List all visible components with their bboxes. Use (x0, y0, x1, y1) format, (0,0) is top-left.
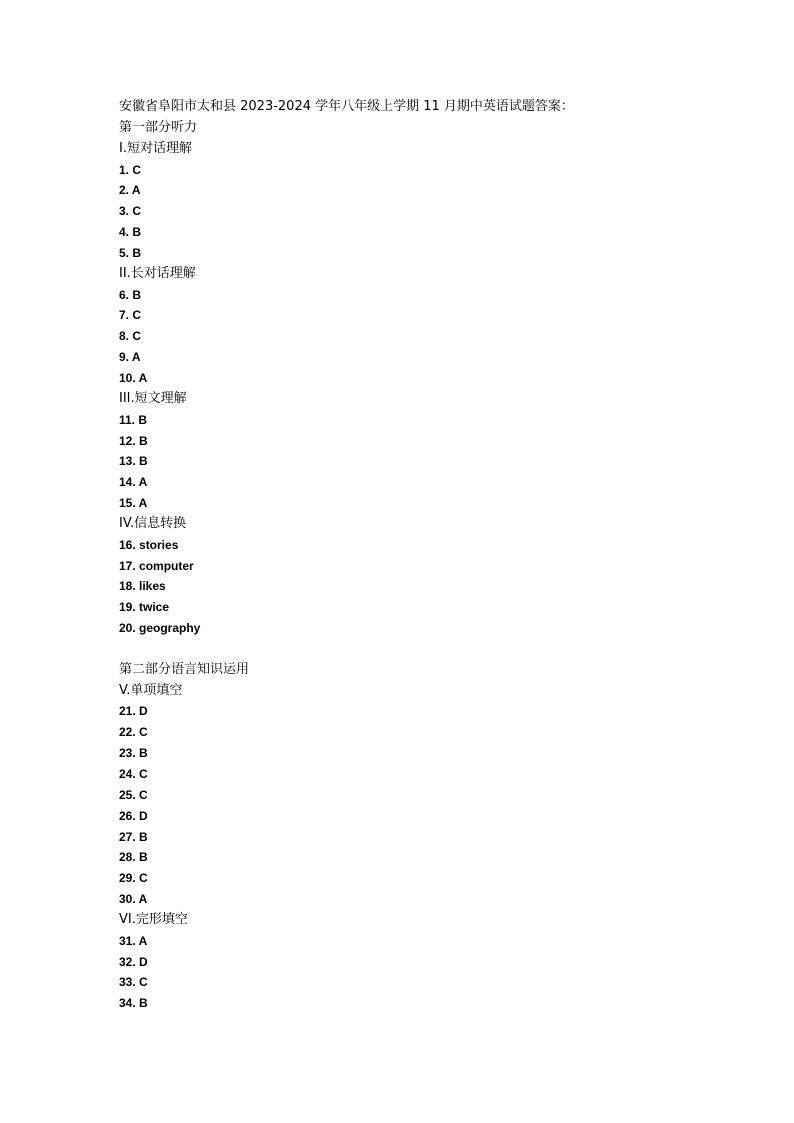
answer-item: 6. B (119, 287, 142, 302)
answer-item: 32. D (119, 954, 148, 969)
answer-item: 22. C (119, 725, 148, 740)
answer-item: 17. computer (119, 558, 194, 573)
answer-item: 21. D (119, 704, 148, 719)
section-heading-long-dialogue: II.长对话理解 (119, 265, 196, 281)
answer-item: 5. B (119, 245, 142, 260)
answer-item: 13. B (119, 454, 148, 469)
answer-item: 25. C (119, 787, 148, 802)
answer-item: 27. B (119, 829, 148, 844)
answer-item: 15. A (119, 496, 148, 511)
blank-line (119, 639, 719, 660)
section-heading-info-transfer: IV.信息转换 (119, 515, 187, 531)
document-title: 安徽省阜阳市太和县 2023-2024 学年八年级上学期 11 月期中英语试题答案： (119, 99, 574, 114)
answer-item: 2. A (119, 183, 141, 198)
answer-item: 33. C (119, 975, 148, 990)
answer-item: 19. twice (119, 600, 170, 615)
answer-item: 24. C (119, 767, 148, 781)
answer-key-content (119, 97, 719, 1014)
section-heading-passage: III.短文理解 (119, 390, 187, 406)
section-heading-multiple-choice: V.单项填空 (119, 682, 183, 698)
answer-item: 12. B (119, 433, 148, 448)
answer-item: 3. C (119, 204, 142, 219)
answer-item: 14. A (119, 475, 148, 490)
answer-item: 16. stories (119, 537, 179, 552)
part2-heading: 第二部分语言知识运用 (119, 661, 250, 677)
answer-item: 34. B (119, 996, 148, 1011)
answer-item: 11. B (119, 412, 148, 427)
part1-heading: 第一部分听力 (119, 119, 198, 135)
answer-item: 9. A (119, 350, 141, 365)
answer-item: 23. B (119, 746, 148, 761)
section-heading-cloze: VI.完形填空 (119, 911, 188, 927)
answer-item: 26. D (119, 808, 148, 823)
answer-item: 20. geography (119, 621, 201, 636)
answer-item: 8. C (119, 329, 142, 344)
answer-item: 29. C (119, 871, 148, 886)
answer-item: 1. C (119, 162, 142, 177)
section-heading-short-dialogue: I.短对话理解 (119, 140, 192, 156)
answer-item: 10. A (119, 370, 148, 385)
answer-item: 30. A (119, 892, 148, 907)
answer-item: 31. A (119, 933, 148, 948)
answer-item: 18. likes (119, 579, 166, 594)
answer-item: 4. B (119, 225, 142, 240)
answer-item: 7. C (119, 308, 142, 323)
answer-item: 28. B (119, 850, 148, 865)
